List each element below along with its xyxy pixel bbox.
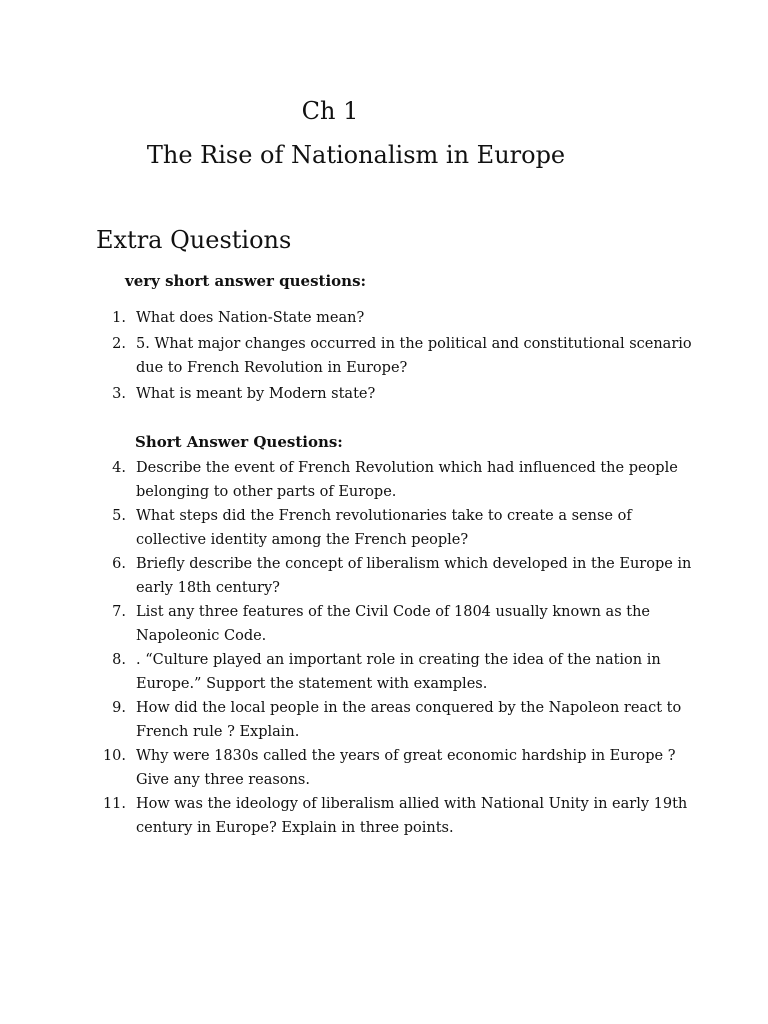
question-number: 4.	[112, 460, 126, 476]
short-answer-heading: Short Answer Questions:	[135, 433, 343, 451]
extra-questions-heading: Extra Questions	[96, 226, 292, 254]
question-number: 6.	[112, 556, 126, 572]
question-number: 5.	[112, 508, 126, 524]
question-number: 3.	[112, 385, 126, 402]
question-number: 9.	[112, 700, 126, 716]
question-text: What does Nation-State mean?	[136, 310, 365, 326]
question-text: Describe the event of French Revolution which had influenced the people belonging to other parts of Europe.	[136, 460, 678, 500]
question-number: 10.	[102, 748, 126, 764]
question-item	[96, 696, 696, 744]
question-number: 2.	[112, 335, 126, 352]
question-text: What is meant by Modern state?	[136, 385, 376, 402]
question-item	[96, 332, 696, 381]
question-item	[96, 600, 696, 648]
question-item	[96, 552, 696, 600]
question-text: How was the ideology of liberalism allied with National Unity in early 19th century in Europe? Explain in three points.	[136, 796, 688, 836]
question-text: 5. What major changes occurred in the political and constitutional scenario due to French Revolution in Europe?	[136, 335, 692, 376]
document-title: The Rise of Nationalism in Europe	[146, 141, 566, 169]
question-text: What steps did the French revolutionaries take to create a sense of collective identity among the French people?	[136, 508, 632, 548]
question-text: Briefly describe the concept of liberalism which developed in the Europe in early 18th century?	[136, 556, 692, 596]
very-short-question-list	[96, 306, 696, 406]
question-text: Why were 1830s called the years of great economic hardship in Europe ? Give any three reasons.	[136, 748, 676, 788]
question-item	[96, 504, 696, 552]
question-text: How did the local people in the areas conquered by the Napoleon react to French rule ? Explain.	[136, 700, 682, 740]
question-item	[96, 382, 696, 407]
question-text: List any three features of the Civil Code of 1804 usually known as the Napoleonic Code.	[136, 604, 650, 644]
question-number: 1.	[112, 310, 126, 326]
very-short-answer-heading: very short answer questions:	[125, 272, 367, 290]
question-item	[96, 648, 696, 696]
question-text: . “Culture played an important role in creating the idea of the nation in Europe.” Support the statement with examples.	[136, 652, 661, 692]
question-number: 7.	[112, 604, 126, 620]
question-item	[96, 792, 696, 840]
question-number: 11.	[102, 796, 126, 812]
chapter-label: Ch 1	[301, 97, 359, 125]
short-question-list	[96, 456, 696, 840]
question-number: 8.	[112, 652, 126, 668]
question-item	[96, 306, 696, 331]
question-item	[96, 744, 696, 792]
question-item	[96, 456, 696, 504]
